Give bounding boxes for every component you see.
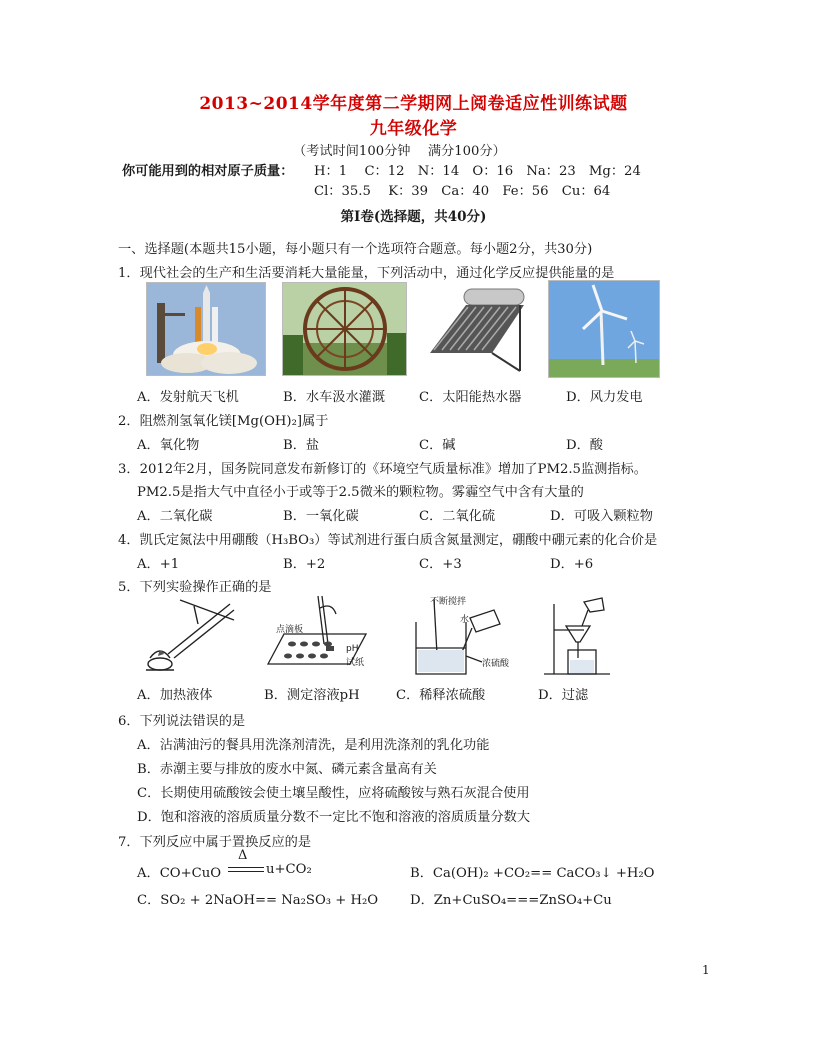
- q5-label-water: 水: [460, 615, 470, 625]
- q5-image-filtration: [540, 596, 620, 680]
- q4-option-b[interactable]: B．+2: [283, 557, 326, 572]
- q2-option-c[interactable]: C．碱: [419, 438, 456, 453]
- page-number: 1: [702, 963, 710, 977]
- q5-option-d[interactable]: D．过滤: [538, 688, 589, 703]
- q1-option-a[interactable]: A．发射航天飞机: [137, 390, 239, 405]
- q7-reaction-bar-bottom: [228, 871, 264, 872]
- q2-option-a[interactable]: A．氧化物: [137, 438, 200, 453]
- q5-label-conc-acid: 浓硫酸: [482, 659, 510, 669]
- q1-image-shuttle: [146, 282, 266, 376]
- q6-stem: 6．下列说法错误的是: [118, 714, 246, 729]
- q3-option-c[interactable]: C．二氧化硫: [419, 509, 496, 524]
- atomic-mass-row-1: H：1 C：12 N：14 O：16 Na：23 Mg：24: [314, 164, 641, 179]
- q4-option-a[interactable]: A．+1: [137, 557, 180, 572]
- q3-option-a[interactable]: A．二氧化碳: [137, 509, 213, 524]
- q3-option-b[interactable]: B．一氧化碳: [283, 509, 359, 524]
- q4-option-c[interactable]: C．+3: [419, 557, 462, 572]
- q5-option-b[interactable]: B．测定溶液pH: [264, 688, 360, 703]
- atomic-mass-row-2: Cl：35.5 K：39 Ca：40 Fe：56 Cu：64: [314, 184, 611, 199]
- q7-option-a-reactants[interactable]: A．CO+CuO: [137, 866, 222, 881]
- q2-option-b[interactable]: B．盐: [283, 438, 320, 453]
- q5-label-spot-plate: 点滴板: [276, 625, 304, 635]
- q5-label-stir: 不断搅拌: [430, 597, 467, 607]
- q5-label-ph: pH: [346, 644, 359, 654]
- q1-image-solar-heater: [419, 282, 533, 376]
- q3-stem-line-1: 3．2012年2月，国务院同意发布新修订的《环境空气质量标准》增加了PM2.5监测指标。: [118, 462, 647, 477]
- exam-title: 2013~2014学年度第二学期网上阅卷适应性训练试题: [199, 94, 628, 114]
- q7-option-d[interactable]: D．Zn+CuSO₄===ZnSO₄+Cu: [410, 893, 612, 908]
- q1-image-wind-turbine: [548, 280, 660, 378]
- q5-label-test-paper: 试纸: [346, 658, 365, 668]
- q5-image-dilute-acid: [408, 592, 518, 678]
- part1-instructions: 一、选择题(本题共15小题，每小题只有一个选项符合题意。每小题2分，共30分): [118, 242, 593, 257]
- q6-option-a[interactable]: A．沾满油污的餐具用洗涤剂清洗，是利用洗涤剂的乳化功能: [137, 738, 490, 753]
- atomic-mass-label: 你可能用到的相对原子质量：: [122, 164, 294, 179]
- q1-option-d[interactable]: D．风力发电: [566, 390, 643, 405]
- q7-option-a-products[interactable]: u+CO₂: [266, 862, 312, 877]
- q4-stem: 4．凯氏定氮法中用硼酸（H₃BO₃）等试剂进行蛋白质含氮量测定，硼酸中硼元素的化合价是: [118, 533, 658, 548]
- q7-heat-symbol: Δ: [238, 848, 248, 863]
- q2-stem: 2．阻燃剂氢氧化镁[Mg(OH)₂]属于: [118, 414, 329, 429]
- q7-option-b[interactable]: B．Ca(OH)₂ +CO₂== CaCO₃↓ +H₂O: [410, 866, 655, 881]
- q5-option-a[interactable]: A．加热液体: [137, 688, 213, 703]
- section-title: 第Ⅰ卷(选择题，共40分): [340, 209, 487, 225]
- q1-image-waterwheel: [282, 282, 407, 376]
- q5-image-heating-liquid: [138, 596, 238, 676]
- q5-stem: 5．下列实验操作正确的是: [118, 580, 272, 595]
- q6-option-c[interactable]: C．长期使用硫酸铵会使土壤呈酸性，应将硫酸铵与熟石灰混合使用: [137, 786, 530, 801]
- exam-time-info: （考试时间100分钟 满分100分）: [293, 144, 506, 159]
- q4-option-d[interactable]: D．+6: [550, 557, 594, 572]
- q2-option-d[interactable]: D．酸: [566, 438, 603, 453]
- q6-option-d[interactable]: D．饱和溶液的溶质质量分数不一定比不饱和溶液的溶质质量分数大: [137, 810, 531, 825]
- q7-reaction-bar-top: [228, 867, 264, 868]
- q1-option-b[interactable]: B．水车汲水灌溉: [283, 390, 386, 405]
- q3-option-d[interactable]: D．可吸入颗粒物: [550, 509, 653, 524]
- q6-option-b[interactable]: B．赤潮主要与排放的废水中氮、磷元素含量高有关: [137, 762, 437, 777]
- exam-subject: 九年级化学: [369, 119, 458, 139]
- q7-option-c[interactable]: C．SO₂ + 2NaOH== Na₂SO₃ + H₂O: [137, 893, 379, 908]
- q3-stem-line-2: PM2.5是指大气中直径小于或等于2.5微米的颗粒物。雾霾空气中含有大量的: [137, 485, 584, 500]
- q1-option-c[interactable]: C．太阳能热水器: [419, 390, 522, 405]
- q5-image-ph-test: [262, 594, 372, 678]
- q1-stem: 1．现代社会的生产和生活要消耗大量能量，下列活动中，通过化学反应提供能量的是: [118, 266, 615, 281]
- q5-option-c[interactable]: C．稀释浓硫酸: [396, 688, 486, 703]
- q7-stem: 7．下列反应中属于置换反应的是: [118, 835, 312, 850]
